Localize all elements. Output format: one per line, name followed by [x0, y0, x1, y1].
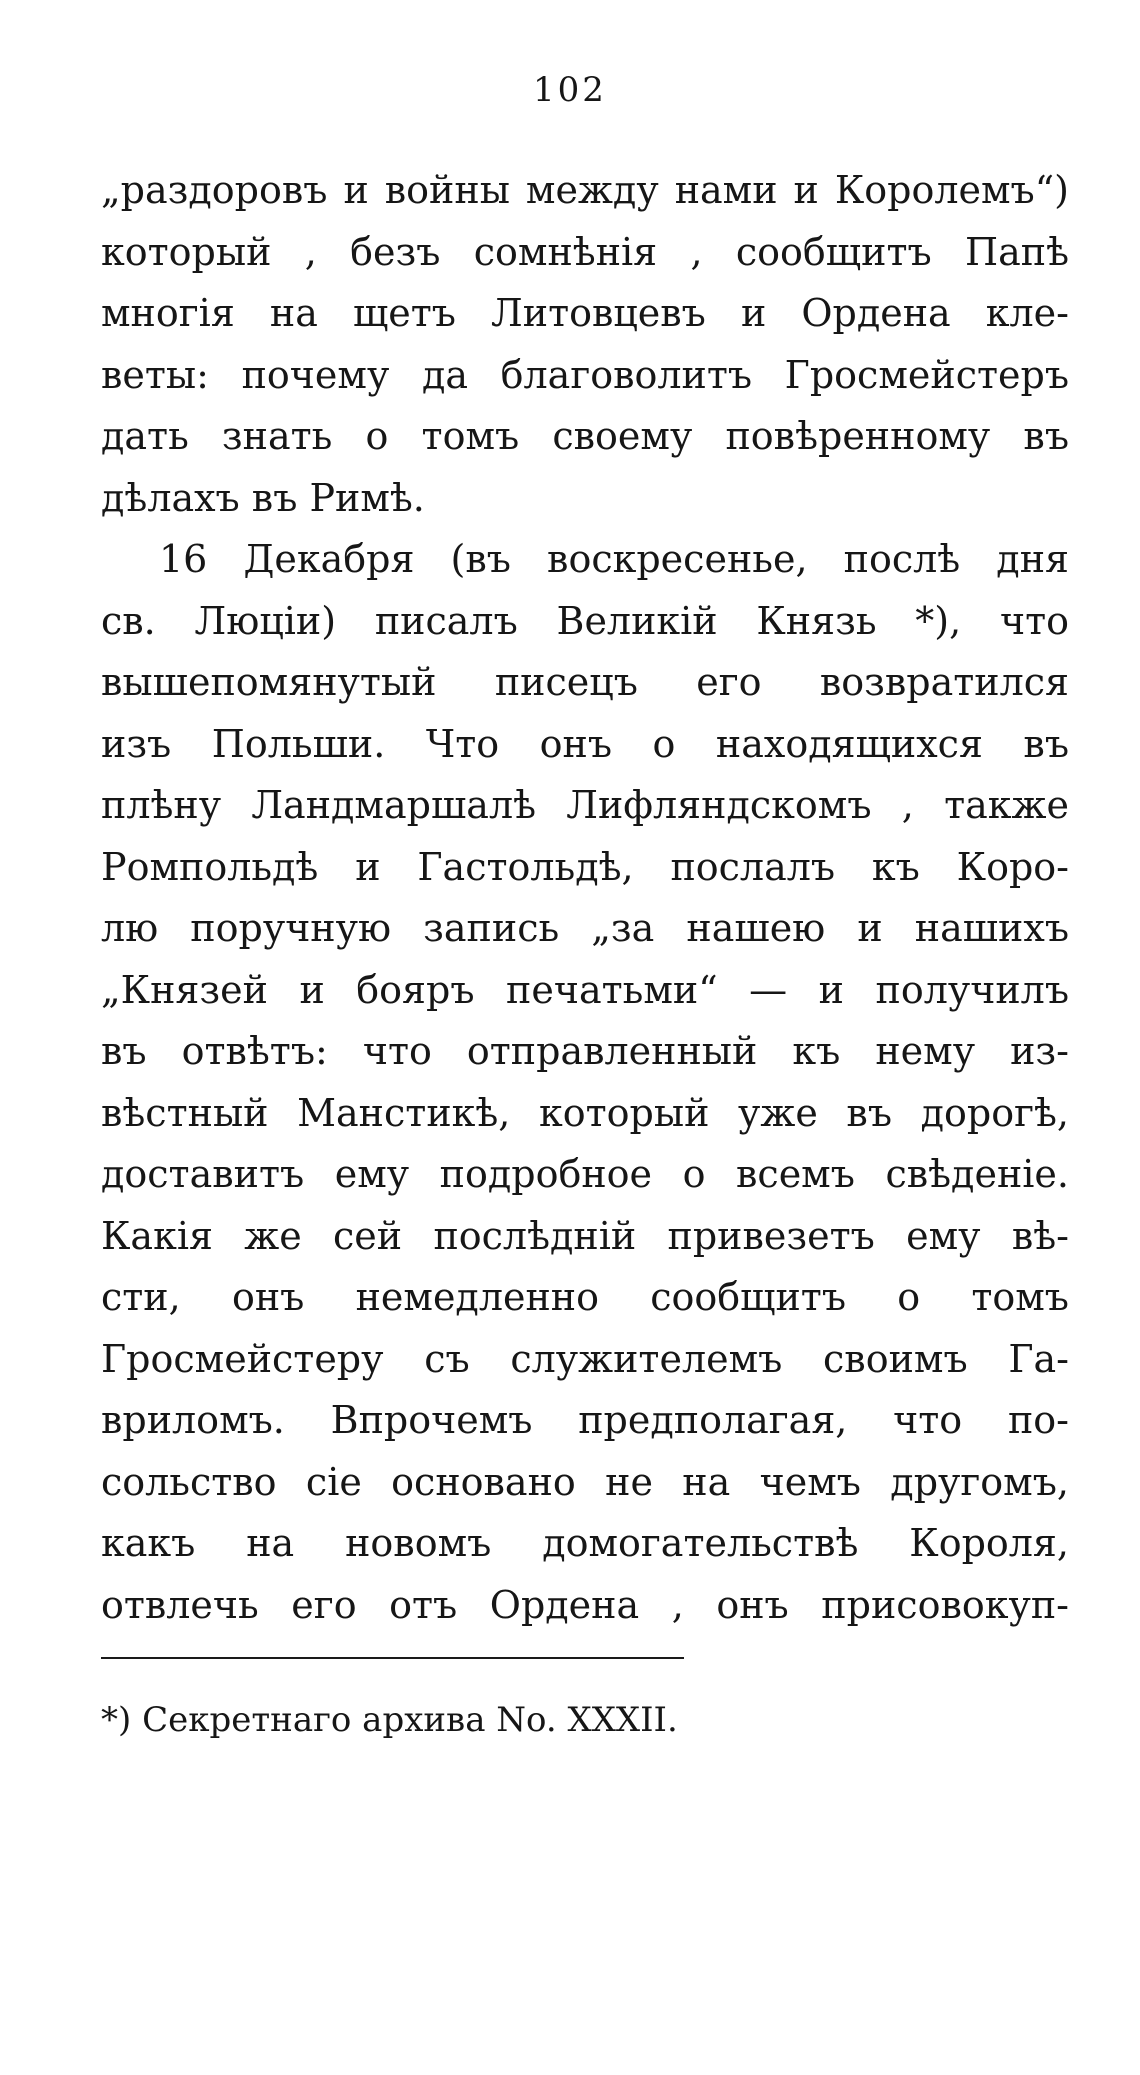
text-line: сольство сіе основано не на чемъ другомъ, [101, 1459, 1069, 1504]
text-line: Какія же сей послѣдній привезетъ ему вѣ- [101, 1213, 1069, 1258]
text-line: вышепомянутый писецъ его возвратился [101, 660, 1069, 704]
text-line: дѣлахъ въ Римѣ. [101, 475, 425, 520]
footnote-divider [101, 1657, 684, 1659]
text-line: отвлечь его отъ Ордена , онъ присовокуп- [101, 1582, 1069, 1627]
text-line: многія на щетъ Литовцевъ и Ордена кле- [101, 291, 1069, 335]
text-line: вѣстный Манстикѣ, который уже въ дорогѣ, [101, 1090, 1069, 1135]
text-line: какъ на новомъ домогательствѣ Короля, [101, 1521, 1069, 1565]
footnote: *) Секретнаго архива No. XXXII. [101, 1700, 678, 1740]
text-line: Ромпольдѣ и Гастольдѣ, послалъ къ Коро- [101, 844, 1069, 889]
text-line: доставитъ ему подробное о всемъ свѣденіе. [101, 1152, 1069, 1196]
text-line: веты: почему да благоволитъ Гросмейстеръ [101, 352, 1069, 397]
text-line: вриломъ. Впрочемъ предполагая, что по- [101, 1398, 1069, 1442]
page-number: 102 [533, 70, 607, 110]
text-line: изъ Польши. Что онъ о находящихся въ [101, 721, 1069, 766]
text-line: „раздоровъ и войны между нами и Королемъ“) [101, 168, 1069, 212]
text-line: Гросмейстеру съ служителемъ своимъ Га- [101, 1336, 1069, 1381]
text-line: плѣну Ландмаршалѣ Лифляндскомъ , также [101, 783, 1069, 827]
paragraph-continued [101, 160, 1069, 529]
body-text [101, 160, 1069, 1636]
text-line: лю поручную запись „за нашею и нашихъ [101, 906, 1069, 950]
text-line: 16 Декабря (въ воскресенье, послѣ дня [159, 537, 1069, 581]
text-line: въ отвѣтъ: что отправленный къ нему из- [101, 1029, 1069, 1073]
text-line: „Князей и бояръ печатьми“ — и получилъ [101, 967, 1069, 1012]
paragraph [101, 529, 1069, 1636]
text-line: сти, онъ немедленно сообщитъ о томъ [101, 1275, 1069, 1319]
text-line: который , безъ сомнѣнія , сообщитъ Папѣ [101, 229, 1069, 274]
text-line: св. Люціи) писалъ Великій Князь *), что [101, 598, 1069, 643]
text-line: дать знать о томъ своему повѣренному въ [101, 414, 1069, 458]
